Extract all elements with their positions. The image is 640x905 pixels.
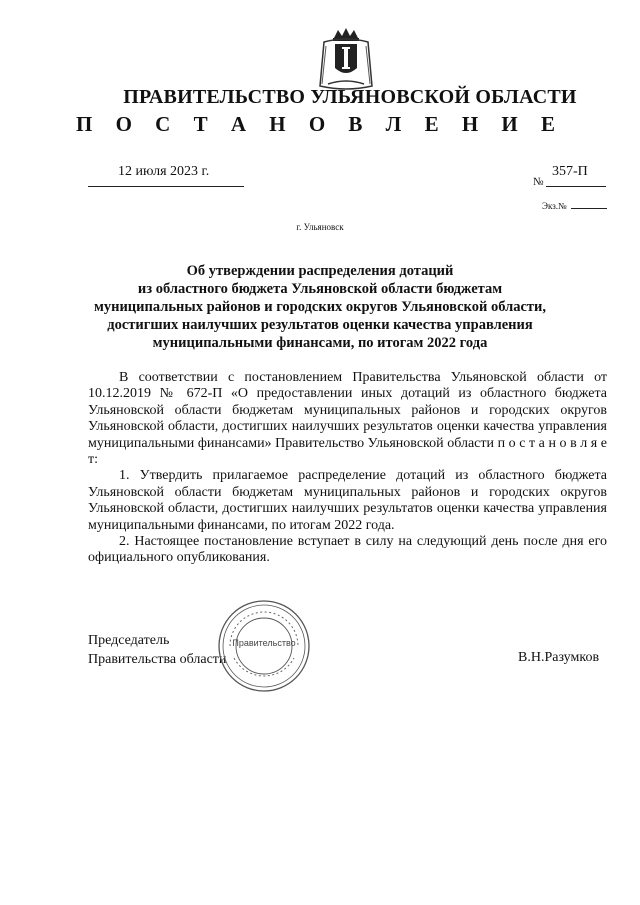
title-line: Об утверждении распределения дотаций <box>186 263 454 279</box>
city: г. Ульяновск <box>296 222 344 232</box>
copy-number-underline <box>571 208 607 209</box>
document-number: 357-П <box>552 164 588 179</box>
number-underline <box>546 186 606 187</box>
resolves-word: п о с т а н о в л я е т: <box>88 435 608 468</box>
preamble-paragraph <box>88 370 607 468</box>
copy-number-label: Экз.№ <box>542 201 567 211</box>
document-type: П О С Т А Н О В Л Е Н И Е <box>75 112 564 136</box>
title-line: муниципальными финансами, по итогам 2022 года <box>152 335 488 351</box>
title-line: из областного бюджета Ульяновской области бюджетам <box>137 281 503 297</box>
item-1: 1. Утвердить прилагаемое распределение дотаций из областного бюджета Ульяновской области бюджетам муниципальных районов и городских округов Ульяновской области, достигших наилучших результатов оценки качества управления муниципальными финансами, по итогам 2022 года. <box>88 468 607 533</box>
signatory-position <box>88 631 226 669</box>
position-line-1: Председатель <box>88 633 170 648</box>
position-line-2: Правительства области <box>88 652 227 667</box>
coat-of-arms-icon <box>318 28 374 92</box>
signatory-name: В.Н.Разумков <box>518 650 600 665</box>
item-2: 2. Настоящее постановление вступает в силу на следующий день после дня его официального опубликования. <box>88 534 607 566</box>
document-date: 12 июля 2023 г. <box>118 164 210 179</box>
number-sign: № <box>533 176 544 188</box>
organization-name: ПРАВИТЕЛЬСТВО УЛЬЯНОВСКОЙ ОБЛАСТИ <box>123 86 577 108</box>
date-underline <box>88 186 244 187</box>
document-body <box>88 370 607 567</box>
preamble-text: В соответствии с постановлением Правительства Ульяновской области от 10.12.2019 № 672-П «О предоставлении иных дотаций из областного бюджета Ульяновской области бюджетам муниципальных районов и городских округов Ульяновской области, достигших наилучших результатов оценки качества управления муниципальными финансами» Правительство Ульяновской области <box>88 370 607 451</box>
title-line: достигших наилучших результатов оценки качества управления <box>107 317 533 333</box>
title-line: муниципальных районов и городских округов Ульяновской области, <box>93 299 547 315</box>
official-seal-icon <box>216 598 312 694</box>
document-title <box>80 262 560 352</box>
seal-text: Правительство <box>232 638 296 648</box>
